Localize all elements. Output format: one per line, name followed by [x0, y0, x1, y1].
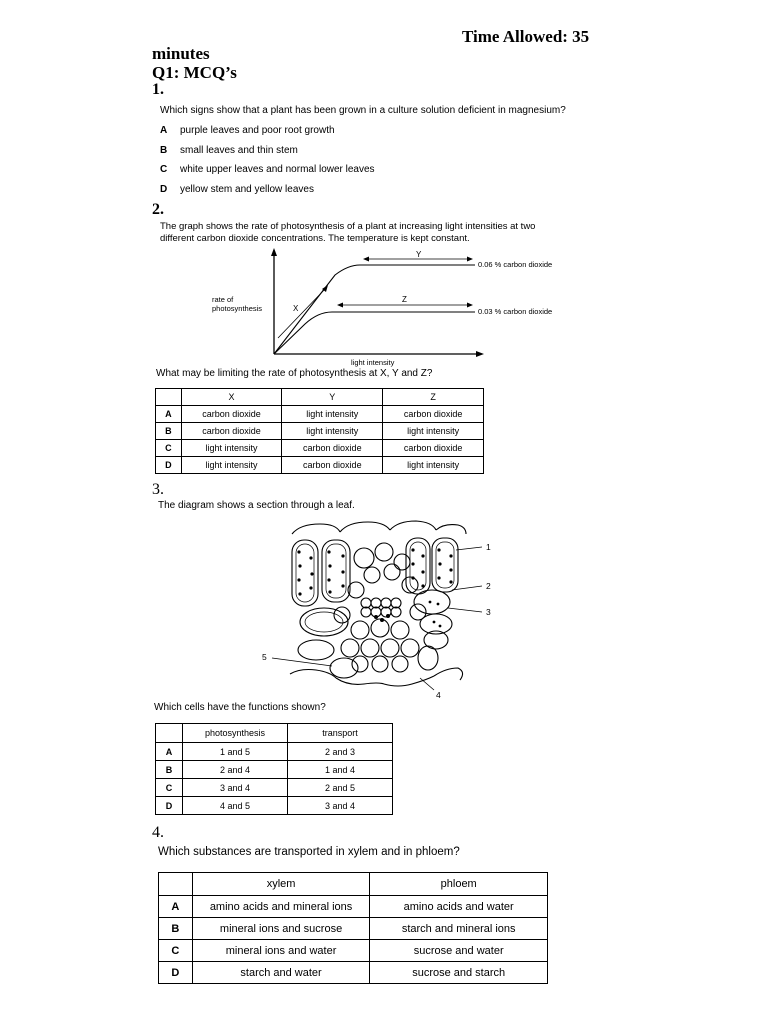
q2-question: What may be limiting the rate of photosynthesis at X, Y and Z? — [156, 368, 433, 379]
x-axis-label: light intensity — [351, 358, 395, 367]
col-header-photosynthesis: photosynthesis — [183, 724, 288, 743]
palisade-layer — [292, 538, 458, 606]
q1-option-c[interactable]: C white upper leaves and normal lower leaves — [160, 164, 375, 175]
vascular-bundle — [334, 543, 426, 672]
time-unit: minutes — [152, 44, 210, 63]
q1-text: Which signs show that a plant has been grown in a culture solution deficient in magnesium? — [160, 105, 566, 116]
q1-option-d[interactable]: D yellow stem and yellow leaves — [160, 184, 314, 195]
q2-text-line2: different carbon dioxide concentrations. The temperature is kept constant. — [160, 233, 470, 244]
table-row[interactable]: A carbon dioxide light intensity carbon dioxide — [156, 406, 484, 423]
diagram-label-5: 5 — [262, 652, 267, 662]
q4-number: 4. — [152, 824, 164, 841]
table-row[interactable]: B 2 and 4 1 and 4 — [156, 761, 393, 779]
q3-answer-table — [155, 723, 393, 815]
col-header-x: X — [181, 389, 282, 406]
q3-number: 3. — [152, 481, 164, 498]
series-low-label: 0.03 % carbon dioxide — [478, 307, 553, 316]
col-header-z: Z — [383, 389, 484, 406]
q2-number: 2. — [152, 201, 164, 218]
table-header-row — [159, 873, 548, 896]
table-row[interactable]: A 1 and 5 2 and 3 — [156, 743, 393, 761]
label-z: Z — [402, 295, 407, 304]
q2-text-line1: The graph shows the rate of photosynthesis of a plant at increasing light intensities at two — [160, 221, 536, 232]
table-row[interactable]: C light intensity carbon dioxide carbon dioxide — [156, 440, 484, 457]
y-axis-label-line1: rate of — [212, 295, 234, 304]
label-x: X — [293, 304, 299, 313]
table-row[interactable]: C 3 and 4 2 and 5 — [156, 779, 393, 797]
q4-text: Which substances are transported in xylem and in phloem? — [158, 846, 460, 858]
label-y: Y — [416, 250, 422, 259]
time-allowed: Time Allowed: 35 — [462, 27, 590, 46]
section-title: Q1: MCQ’s — [152, 63, 237, 82]
q1-option-a[interactable]: A purple leaves and poor root growth — [160, 125, 335, 136]
diagram-label-2: 2 — [486, 581, 491, 591]
col-header-phloem: phloem — [370, 873, 548, 896]
q1-number: 1. — [152, 81, 164, 98]
series-high-label: 0.06 % carbon dioxide — [478, 260, 553, 269]
col-header-y: Y — [282, 389, 383, 406]
table-row[interactable]: C mineral ions and water sucrose and water — [159, 940, 548, 962]
upper-epidermis — [292, 521, 466, 534]
diagram-label-4: 4 — [436, 690, 441, 700]
q1-option-b[interactable]: B small leaves and thin stem — [160, 145, 298, 156]
table-row[interactable]: B carbon dioxide light intensity light intensity — [156, 423, 484, 440]
y-axis-label-line2: photosynthesis — [212, 304, 263, 313]
col-header-xylem: xylem — [192, 873, 370, 896]
table-row[interactable]: D light intensity carbon dioxide light intensity — [156, 457, 484, 474]
table-header-row — [156, 724, 393, 743]
table-row[interactable]: B mineral ions and sucrose starch and mineral ions — [159, 918, 548, 940]
diagram-label-3: 3 — [486, 607, 491, 617]
q3-question: Which cells have the functions shown? — [154, 702, 326, 713]
q4-answer-table — [158, 872, 548, 984]
diagram-label-1: 1 — [486, 542, 491, 552]
table-row[interactable]: A amino acids and mineral ions amino acids and water — [159, 896, 548, 918]
table-row[interactable]: D 4 and 5 3 and 4 — [156, 797, 393, 815]
col-header-transport: transport — [288, 724, 393, 743]
table-row[interactable]: D starch and water sucrose and starch — [159, 962, 548, 984]
q3-text: The diagram shows a section through a leaf. — [158, 500, 355, 511]
